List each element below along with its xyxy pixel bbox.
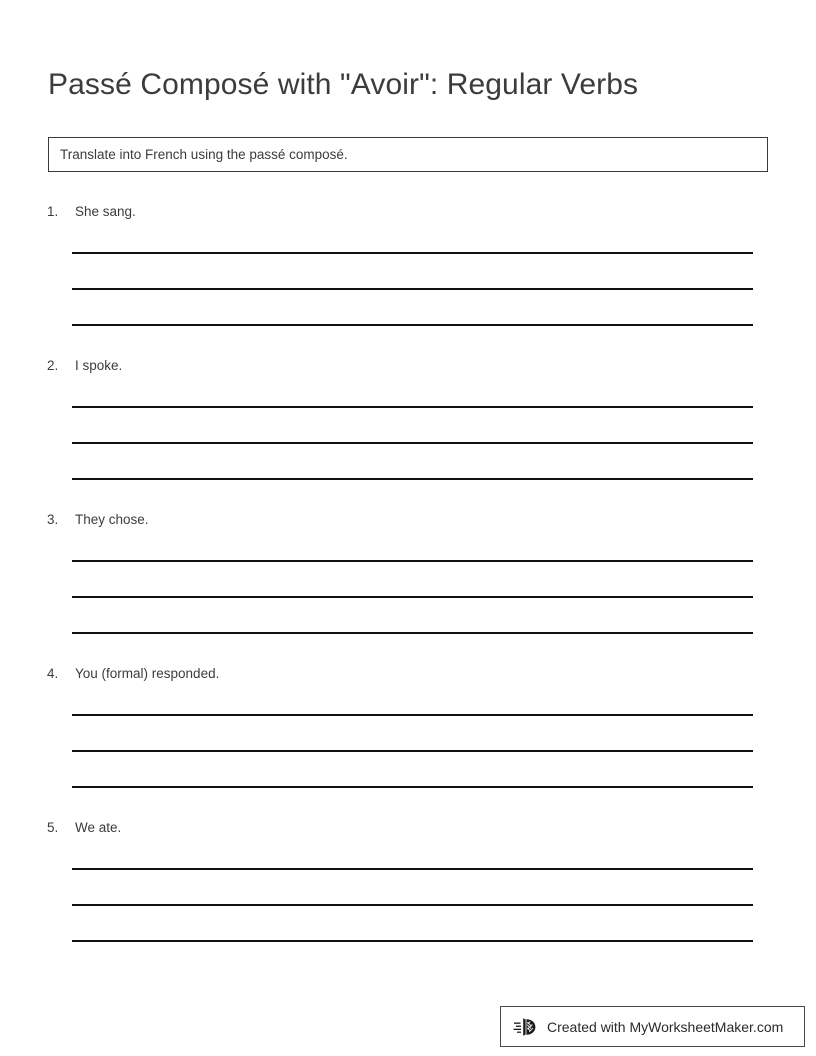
question-heading: [47, 512, 149, 527]
question-prompt: You (formal) responded.: [75, 666, 220, 681]
answer-line[interactable]: [72, 786, 753, 788]
answer-line[interactable]: [72, 560, 753, 562]
question-number: 2.: [47, 358, 59, 373]
flying-book-icon: [513, 1015, 539, 1039]
question-number: 4.: [47, 666, 59, 681]
answer-line[interactable]: [72, 324, 753, 326]
answer-line[interactable]: [72, 406, 753, 408]
answer-line[interactable]: [72, 442, 753, 444]
question-prompt: She sang.: [75, 204, 136, 219]
answer-line[interactable]: [72, 288, 753, 290]
answer-line[interactable]: [72, 596, 753, 598]
question-heading: [47, 820, 121, 835]
question-number: 3.: [47, 512, 59, 527]
page-title: Passé Composé with "Avoir": Regular Verbs: [48, 68, 639, 102]
answer-line[interactable]: [72, 632, 753, 634]
question-heading: [47, 204, 136, 219]
footer-badge[interactable]: [500, 1006, 805, 1047]
answer-line[interactable]: [72, 478, 753, 480]
question-prompt: They chose.: [75, 512, 149, 527]
question-prompt: I spoke.: [75, 358, 123, 373]
answer-line[interactable]: [72, 868, 753, 870]
answer-line[interactable]: [72, 940, 753, 942]
question-prompt: We ate.: [75, 820, 122, 835]
footer-credit-text: Created with MyWorksheetMaker.com: [547, 1018, 784, 1035]
answer-line[interactable]: [72, 750, 753, 752]
instructions-text: Translate into French using the passé composé.: [60, 146, 348, 162]
answer-line[interactable]: [72, 904, 753, 906]
question-number: 5.: [47, 820, 59, 835]
question-heading: [47, 666, 219, 681]
answer-line[interactable]: [72, 714, 753, 716]
question-heading: [47, 358, 122, 373]
answer-line[interactable]: [72, 252, 753, 254]
instructions-box: [48, 137, 768, 172]
question-number: 1.: [47, 204, 59, 219]
